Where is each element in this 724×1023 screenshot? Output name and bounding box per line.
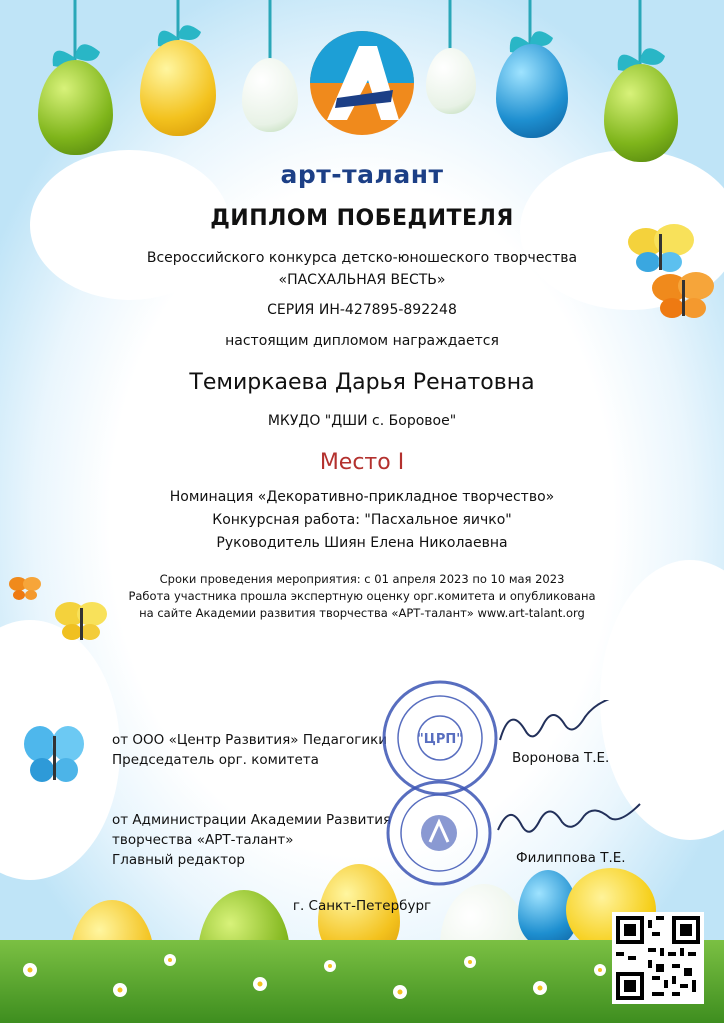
signer-1-name: Воронова Т.Е. xyxy=(512,750,610,766)
signer-2-block xyxy=(112,810,391,870)
supervisor: Руководитель Шиян Елена Николаевна xyxy=(216,535,508,551)
stamp-center-text: "ЦРП" xyxy=(416,732,464,747)
butterfly-icon xyxy=(52,598,112,648)
city-label: г. Санкт-Петербург xyxy=(292,898,432,914)
art-talant-logo xyxy=(307,28,417,138)
signer-1-line-1: от ООО «Центр Развития» Педагогики xyxy=(112,732,388,748)
butterfly-icon xyxy=(8,574,42,604)
signer-2-name: Филиппова Т.Е. xyxy=(516,850,626,866)
recipient-name: Темиркаева Дарья Ренатовна xyxy=(189,370,535,395)
competition-work: Конкурсная работа: "Пасхальное яичко" xyxy=(212,512,512,528)
signature-1-scrawl xyxy=(490,700,620,760)
nomination: Номинация «Декоративно-прикладное творчество» xyxy=(169,489,555,505)
butterfly-icon xyxy=(648,268,718,326)
signer-2-line-1: от Администрации Академии Развития xyxy=(112,812,392,828)
butterfly-icon xyxy=(20,722,90,792)
series-number: СЕРИЯ ИН-427895-892248 xyxy=(267,302,457,318)
signer-1-line-2: Председатель орг. комитета xyxy=(112,752,319,768)
signer-1-block xyxy=(112,730,387,770)
signer-2-line-2: творчества «АРТ-талант» xyxy=(112,832,294,848)
academy-stamp xyxy=(384,778,494,888)
review-line-2: на сайте Академии развития творчества «АРТ-талант» www.art-talant.org xyxy=(139,606,585,620)
event-dates: Сроки проведения мероприятия: с 01 апреля 2023 по 10 мая 2023 xyxy=(159,572,565,586)
awarded-line: настоящим дипломом награждается xyxy=(225,333,499,349)
brand-name: арт-талант xyxy=(280,160,444,189)
place-award: Место I xyxy=(319,450,405,475)
review-line-1: Работа участника прошла экспертную оценку орг.комитета и опубликована xyxy=(128,589,596,603)
signer-2-line-3: Главный редактор xyxy=(112,852,245,868)
contest-line-2: «ПАСХАЛЬНАЯ ВЕСТЬ» xyxy=(278,272,446,288)
qr-code[interactable] xyxy=(612,912,704,1004)
diploma-title: ДИПЛОМ ПОБЕДИТЕЛЯ xyxy=(210,206,514,231)
organization: МКУДО "ДШИ с. Боровое" xyxy=(267,413,457,429)
contest-line-1: Всероссийского конкурса детско-юношеского творчества xyxy=(146,250,578,266)
signature-2-scrawl xyxy=(490,800,650,850)
